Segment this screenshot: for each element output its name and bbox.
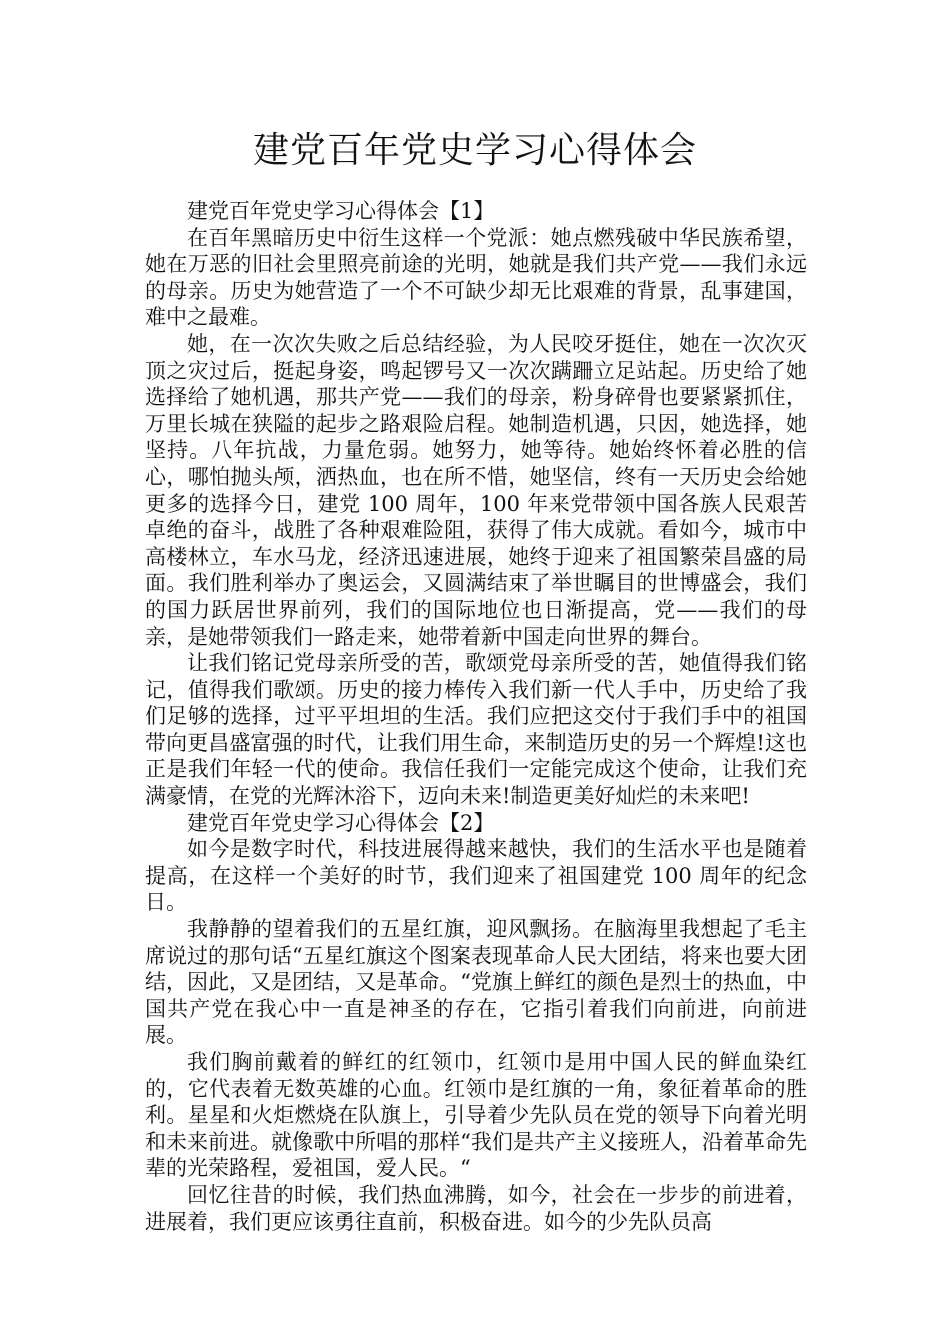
paragraph: 我静静的望着我们的五星红旗，迎风飘扬。在脑海里我想起了毛主席说过的那句话“五星红旗这个图案表现革命人民大团结，将来也要大团结，因此，又是团结，又是革命。“党旗上鲜红的颜色是烈士的热血，中国共产党在我心中一直是神圣的存在，它指引着我们向前进，向前进展。 <box>145 917 807 1048</box>
document-body <box>145 198 807 1235</box>
paragraph: 在百年黑暗历史中衍生这样一个党派：她点燃残破中华民族希望，她在万恶的旧社会里照亮前途的光明，她就是我们共产党——我们永远的母亲。历史为她营造了一个不可缺少却无比艰难的背景，乱事建国，难中之最难。 <box>145 225 807 330</box>
document-title: 建党百年党史学习心得体会 <box>252 130 697 171</box>
paragraph: 让我们铭记党母亲所受的苦，歌颂党母亲所受的苦，她值得我们铭记，值得我们歌颂。历史的接力棒传入我们新一代人手中，历史给了我们足够的选择，过平平坦坦的生活。我们应把这交付于我们手中的祖国带向更昌盛富强的时代，让我们用生命，来制造历史的另一个辉煌!这也正是我们年轻一代的使命。我信任我们一定能完成这个使命，让我们充满豪情，在党的光辉沐浴下，迈向未来!制造更美好灿烂的未来吧! <box>145 651 807 809</box>
section-heading-2: 建党百年党史学习心得体会【2】 <box>187 810 495 835</box>
paragraph: 我们胸前戴着的鲜红的红领巾，红领巾是用中国人民的鲜血染红的，它代表着无数英雄的心血。红领巾是红旗的一角，象征着革命的胜利。星星和火炬燃烧在队旗上，引导着少先队员在党的领导下向着光明和未来前进。就像歌中所唱的那样“我们是共产主义接班人，沿着革命先辈的光荣路程，爱祖国，爱人民。“ <box>145 1050 807 1181</box>
section-heading-1: 建党百年党史学习心得体会【1】 <box>187 199 495 223</box>
paragraph: 如今是数字时代，科技进展得越来越快，我们的生活水平也是随着提高，在这样一个美好的时节，我们迎来了祖国建党 100 周年的纪念日。 <box>145 837 807 915</box>
paragraph: 她，在一次次失败之后总结经验，为人民咬牙挺住，她在一次次灭顶之灾过后，挺起身姿，鸣起锣号又一次次蹒跚立足站起。历史给了她选择给了她机遇，那共产党——我们的母亲，粉身碎骨也要紧紧抓住，万里长城在狭隘的起步之路艰险启程。她制造机遇，只因，她选择，她坚持。八年抗战，力量危弱。她努力，她等待。她始终怀着必胜的信心，哪怕抛头颅，洒热血，也在所不惜，她坚信，终有一天历史会给她更多的选择今日，建党 100 周年，100 年来党带领中国各族人民艰苦卓绝的奋斗，战胜了各种艰难险阻，获得了伟大成就。看如今，城市中高楼林立，车水马龙，经济迅速进展，她终于迎来了祖国繁荣昌盛的局面。我们胜利举办了奥运会，又圆满结束了举世瞩目的世博盛会，我们的国力跃居世界前列，我们的国际地位也日渐提高，党——我们的母亲，是她带领我们一路走来，她带着新中国走向世界的舞台。 <box>145 331 807 649</box>
paragraph: 回忆往昔的时候，我们热血沸腾，如今，社会在一步步的前进着，进展着，我们更应该勇往直前，积极奋进。如今的少先队员高 <box>145 1182 807 1234</box>
